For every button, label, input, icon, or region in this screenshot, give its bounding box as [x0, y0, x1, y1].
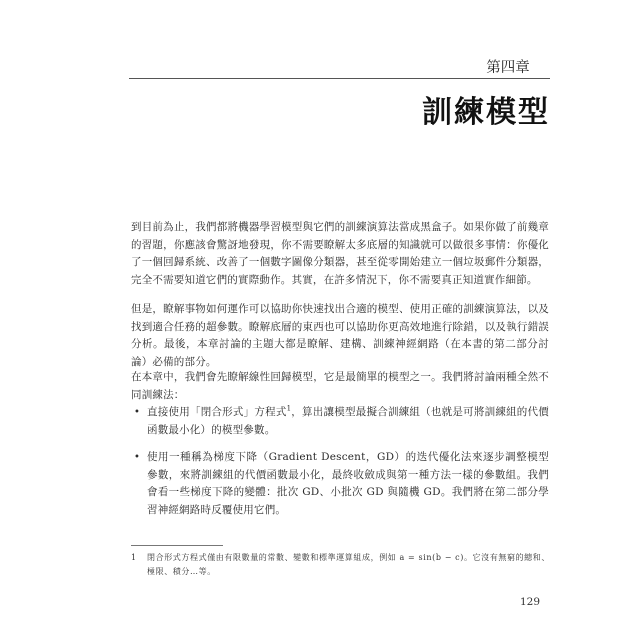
paragraph-motivation: 但是，瞭解事物如何運作可以協助你快速找出合適的模型、使用正確的訓練演算法，以及找到適合任務的超參數。瞭解底層的東西也可以協助你更高效地進行除錯，以及執行錯誤分析。最後，本章討論的主題大都是瞭解、建構、訓練神經網路（在本書的第二部分討論）必備的部分。 — [131, 303, 549, 368]
paragraph-overview: 在本章中，我們會先瞭解線性回歸模型，它是最簡單的模型之一。我們將討論兩種全然不同訓練法： — [131, 371, 549, 401]
chapter-title: 訓練模型 — [422, 95, 550, 130]
bullet-icon: • — [134, 407, 141, 418]
footnote-number: 1 — [131, 553, 137, 562]
footnote — [131, 551, 551, 579]
list-item — [131, 449, 549, 519]
bullet-text-continued: ，算出讓模型最擬合訓練組（也就是可將訓練組的代價函數最小化）的模型參數。 — [147, 406, 549, 436]
footnote-reference[interactable]: 1 — [286, 404, 292, 413]
method-list — [131, 404, 549, 530]
chapter-divider — [129, 78, 550, 79]
footnote-text: 閉合形式方程式僅由有限數量的常數、變數和標準運算組成，例如 a = sin(b − c)。它沒有無窮的總和、極限、積分…等。 — [147, 553, 550, 576]
bullet-icon: • — [134, 452, 141, 464]
page-number: 129 — [520, 596, 541, 608]
footnote-divider — [131, 545, 223, 546]
chapter-label: 第四章 — [486, 60, 530, 76]
list-item — [131, 404, 549, 439]
bullet-text: 直接使用「閉合形式」方程式 — [147, 406, 287, 418]
bullet-text: 使用一種稱為梯度下降（Gradient Descent，GD）的迭代優化法來逐步調整模型參數，來將訓練組的代價函數最小化，最終收斂成與第一種方法一樣的參數組。我們會看一些梯度下降的變體：批次 GD、小批次 GD 與隨機 GD。我們將在第二部分學習神經網路時反覆使用它們。 — [147, 451, 549, 516]
paragraph-intro: 到目前為止，我們都將機器學習模型與它們的訓練演算法當成黑盒子。如果你做了前幾章的習題，你應該會驚訝地發現，你不需要瞭解太多底層的知識就可以做很多事情：你優化了一個回歸系統、改善了一個數字圖像分類器，甚至從零開始建立一個垃圾郵件分類器，完全不需要知道它們的實際動作。其實，在許多情況下，你不需要真正知道實作細節。 — [131, 221, 549, 286]
